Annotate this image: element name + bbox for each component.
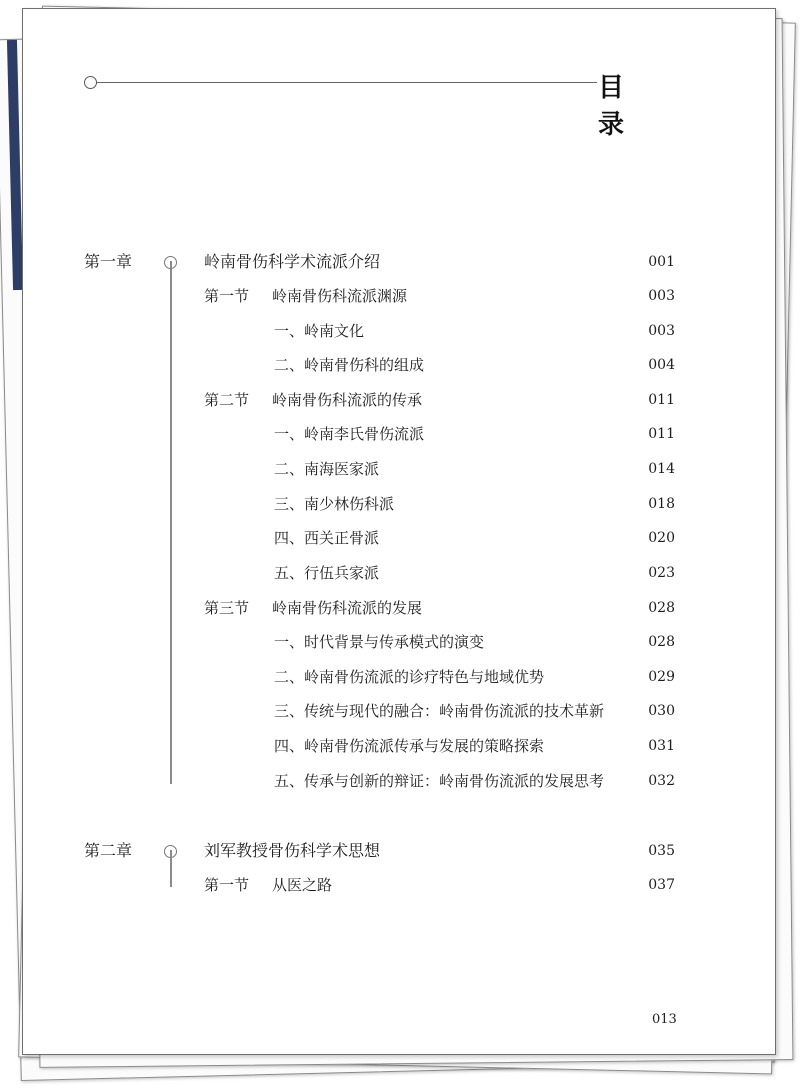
toc-item-row[interactable]: [23, 733, 775, 759]
entry-page-number: 018: [648, 496, 675, 512]
entry-page-number: 037: [648, 877, 675, 893]
page-number: 013: [652, 1012, 677, 1027]
chapter-title: 刘军教授骨伤科学术思想: [204, 841, 381, 860]
chapter-label: 第一章: [84, 252, 133, 271]
chapter-title: 岭南骨伤科学术流派介绍: [204, 252, 381, 271]
toc-item-row[interactable]: [23, 629, 775, 655]
section-title: 从医之路: [272, 876, 333, 894]
entry-page-number: 032: [648, 773, 675, 789]
item-title: 一、岭南李氏骨伤流派: [274, 425, 425, 443]
toc-item-row[interactable]: [23, 421, 775, 447]
section-title: 岭南骨伤科流派渊源: [272, 287, 408, 305]
item-title: 一、岭南文化: [274, 322, 365, 340]
section-title: 岭南骨伤科流派的发展: [272, 599, 423, 617]
entry-page-number: 011: [648, 392, 675, 408]
item-title: 五、传承与创新的辩证：岭南骨伤流派的发展思考: [274, 772, 605, 790]
section-label: 第三节: [204, 599, 250, 617]
section-label: 第一节: [204, 876, 250, 894]
chapter-label: 第二章: [84, 841, 133, 860]
toc-item-row[interactable]: [23, 525, 775, 551]
item-title: 二、南海医家派: [274, 460, 380, 478]
item-title: 四、岭南骨伤流派传承与发展的策略探索: [274, 737, 545, 755]
toc-item-row[interactable]: [23, 352, 775, 378]
toc-item-row[interactable]: [23, 664, 775, 690]
section-title: 岭南骨伤科流派的传承: [272, 391, 423, 409]
toc-section-row[interactable]: [23, 283, 775, 309]
toc-item-row[interactable]: [23, 768, 775, 794]
item-title: 三、南少林伤科派: [274, 495, 395, 513]
chapter-page-number: 035: [648, 843, 675, 859]
toc-section-row[interactable]: [23, 872, 775, 898]
entry-page-number: 028: [648, 600, 675, 616]
header-rule: [97, 82, 597, 83]
item-title: 二、岭南骨伤流派的诊疗特色与地域优势: [274, 668, 545, 686]
item-title: 二、岭南骨伤科的组成: [274, 356, 425, 374]
entry-page-number: 030: [648, 703, 675, 719]
document-page: [22, 8, 776, 1055]
toc-item-row[interactable]: [23, 456, 775, 482]
entry-page-number: 003: [648, 288, 675, 304]
item-title: 一、时代背景与传承模式的演变: [274, 633, 485, 651]
toc-item-row[interactable]: [23, 698, 775, 724]
entry-page-number: 020: [648, 530, 675, 546]
item-title: 四、西关正骨派: [274, 529, 380, 547]
page-title: 目 录: [598, 73, 639, 140]
header-circle-ornament: [84, 76, 97, 89]
toc-section-row[interactable]: [23, 595, 775, 621]
entry-page-number: 014: [648, 461, 675, 477]
toc-section-row[interactable]: [23, 387, 775, 413]
entry-page-number: 031: [648, 738, 675, 754]
entry-page-number: 028: [648, 634, 675, 650]
entry-page-number: 003: [648, 323, 675, 339]
entry-page-number: 004: [648, 357, 675, 373]
toc-item-row[interactable]: [23, 560, 775, 586]
item-title: 五、行伍兵家派: [274, 564, 380, 582]
toc-item-row[interactable]: [23, 491, 775, 517]
chapter-page-number: 001: [648, 254, 675, 270]
toc-item-row[interactable]: [23, 318, 775, 344]
toc-chapter-row[interactable]: [23, 249, 775, 275]
toc-chapter-row[interactable]: [23, 838, 775, 864]
section-label: 第二节: [204, 391, 250, 409]
entry-page-number: 023: [648, 565, 675, 581]
entry-page-number: 011: [648, 426, 675, 442]
item-title: 三、传统与现代的融合：岭南骨伤流派的技术革新: [274, 702, 605, 720]
section-label: 第一节: [204, 287, 250, 305]
entry-page-number: 029: [648, 669, 675, 685]
